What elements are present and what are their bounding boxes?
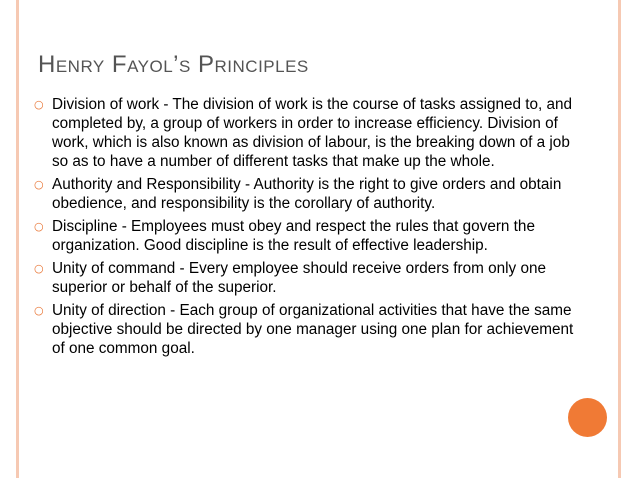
bullet-item-authority-responsibility bbox=[34, 175, 574, 213]
right-decorative-rule bbox=[618, 0, 621, 478]
bullet-item-unity-of-command bbox=[34, 259, 574, 297]
bullet-text: Unity of command - Every employee should receive orders from only one superior or behalf of the superior. bbox=[52, 260, 546, 296]
bullet-text: Unity of direction - Each group of organizational activities that have the same objective should be directed by one manager using one plan for achievement of one common goal. bbox=[52, 302, 574, 357]
bullet-item-division-of-work bbox=[34, 95, 574, 171]
bullet-text: Authority and Responsibility - Authority is the right to give orders and obtain obedience, and responsibility is the corollary of authority. bbox=[52, 176, 562, 212]
bullet-item-unity-of-direction bbox=[34, 301, 574, 358]
bullet-text: Division of work - The division of work is the course of tasks assigned to, and completed by, a group of workers in order to increase efficiency. Division of work, which is also known as division of labour, is the breaking down of a job so as to have a number of different tasks that make up the whole. bbox=[52, 96, 573, 170]
circle-outline-icon: ○ bbox=[34, 178, 44, 191]
slide-title: Henry Fayol’s Principles bbox=[38, 51, 309, 78]
bullet-item-discipline bbox=[34, 217, 574, 255]
circle-outline-icon: ○ bbox=[34, 262, 44, 275]
orange-circle-decoration bbox=[568, 398, 607, 437]
bullet-list bbox=[34, 95, 574, 362]
circle-outline-icon: ○ bbox=[34, 220, 44, 233]
bullet-text: Discipline - Employees must obey and respect the rules that govern the organization. Good discipline is the result of effective leadership. bbox=[52, 218, 535, 254]
circle-outline-icon: ○ bbox=[34, 98, 44, 111]
circle-outline-icon: ○ bbox=[34, 304, 44, 317]
left-decorative-rule bbox=[16, 0, 19, 478]
